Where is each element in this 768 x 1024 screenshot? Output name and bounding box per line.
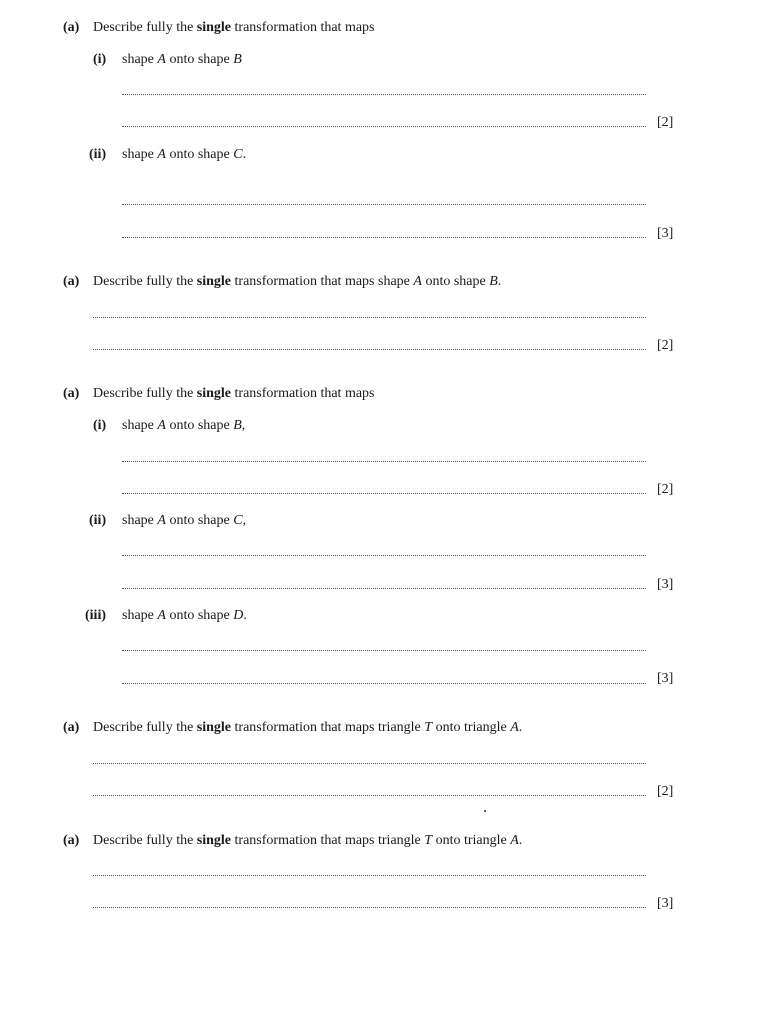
subpart-label: (ii)	[89, 147, 107, 162]
stray-mark	[484, 810, 486, 812]
answer-line[interactable]	[122, 555, 646, 556]
question-stem: Describe fully the single transformation that maps triangle T onto triangle A.	[93, 720, 523, 735]
marks-label: [2]	[657, 482, 674, 497]
question-part-label: (a)	[63, 274, 80, 289]
answer-line[interactable]	[93, 763, 646, 764]
answer-line[interactable]	[122, 461, 646, 462]
answer-line[interactable]	[122, 588, 646, 589]
question-part-label: (a)	[63, 20, 80, 35]
marks-label: [3]	[657, 577, 674, 592]
subpart-text: shape A onto shape B,	[122, 418, 246, 433]
marks-label: [3]	[657, 896, 674, 911]
subpart-text: shape A onto shape C.	[122, 147, 247, 162]
question-stem: Describe fully the single transformation that maps triangle T onto triangle A.	[93, 833, 523, 848]
subpart-label: (i)	[93, 418, 107, 433]
marks-label: [3]	[657, 226, 674, 241]
answer-line[interactable]	[93, 795, 646, 796]
answer-line[interactable]	[93, 349, 646, 350]
question-stem: Describe fully the single transformation that maps	[93, 20, 375, 35]
marks-label: [2]	[657, 115, 674, 130]
marks-label: [2]	[657, 338, 674, 353]
subpart-label: (iii)	[85, 608, 106, 623]
subpart-label: (i)	[93, 52, 107, 67]
answer-line[interactable]	[93, 875, 646, 876]
answer-line[interactable]	[93, 907, 646, 908]
answer-line[interactable]	[122, 237, 646, 238]
subpart-text: shape A onto shape B	[122, 52, 242, 67]
question-part-label: (a)	[63, 720, 80, 735]
question-stem: Describe fully the single transformation that maps	[93, 386, 375, 401]
question-part-label: (a)	[63, 386, 80, 401]
answer-line[interactable]	[122, 493, 646, 494]
question-stem: Describe fully the single transformation that maps shape A onto shape B.	[93, 274, 502, 289]
answer-line[interactable]	[122, 126, 646, 127]
answer-line[interactable]	[93, 317, 646, 318]
answer-line[interactable]	[122, 204, 646, 205]
subpart-text: shape A onto shape C,	[122, 513, 247, 528]
marks-label: [2]	[657, 784, 674, 799]
subpart-text: shape A onto shape D.	[122, 608, 247, 623]
question-part-label: (a)	[63, 833, 80, 848]
marks-label: [3]	[657, 671, 674, 686]
answer-line[interactable]	[122, 94, 646, 95]
subpart-label: (ii)	[89, 513, 107, 528]
answer-line[interactable]	[122, 683, 646, 684]
answer-line[interactable]	[122, 650, 646, 651]
